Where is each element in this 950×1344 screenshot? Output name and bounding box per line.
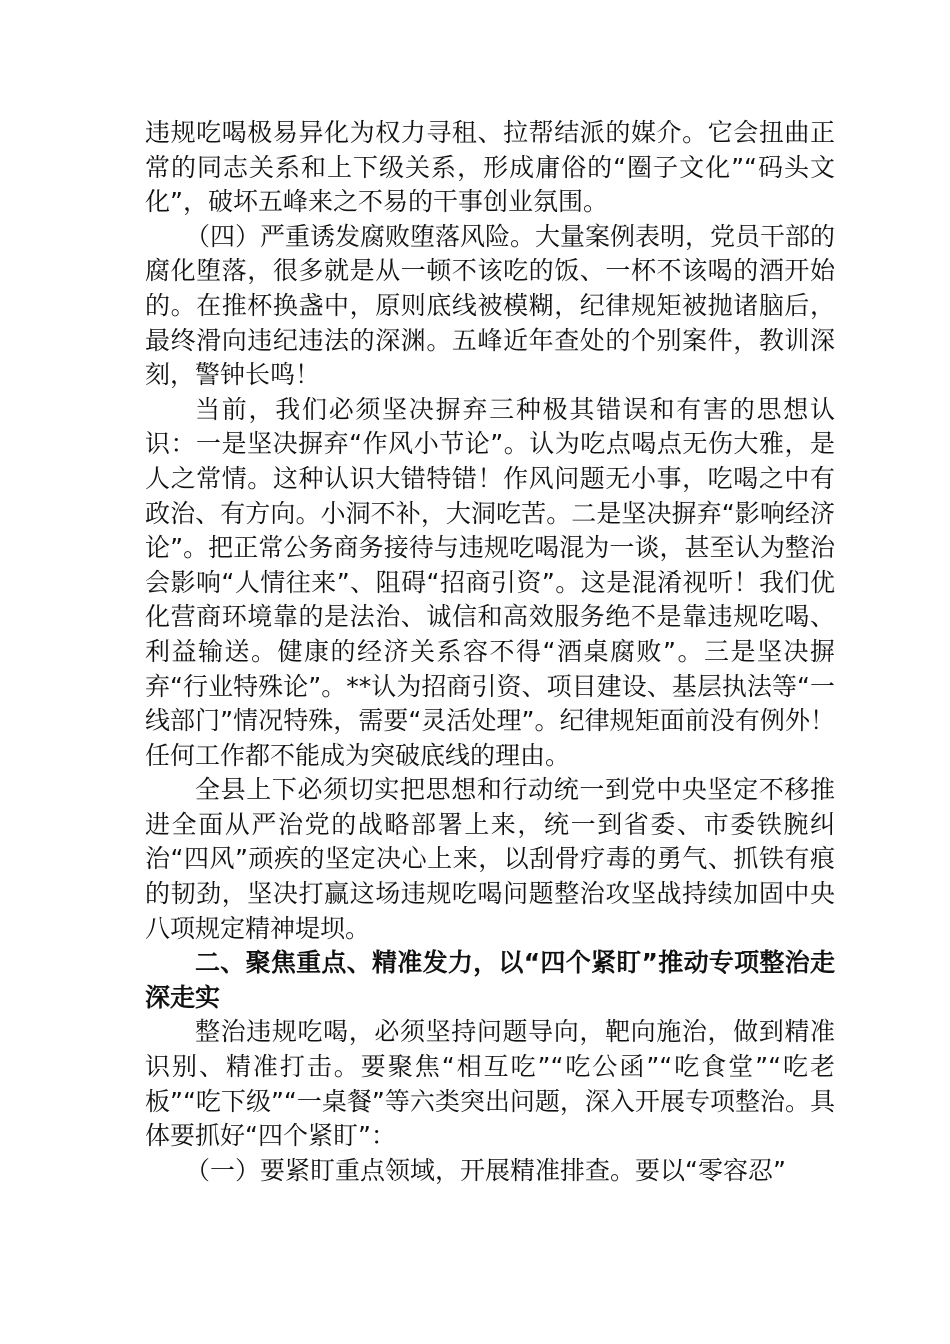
document-body (145, 116, 835, 1188)
paragraph-subsection-one: （一）要紧盯重点领域，开展精准排查。要以“零容忍” (185, 1155, 786, 1185)
paragraph-rectification: 整治违规吃喝，必须坚持问题导向，靶向施治，做到精准识别、精准打击。要聚焦“相互吃”“吃公函”“吃食堂”“吃老板”“吃下级”“一桌餐”等六类突出问题，深入开展专项整治。具体要抓好“四个紧盯”： (145, 1017, 835, 1151)
paragraph-unify-thinking: 全县上下必须切实把思想和行动统一到党中央坚定不移推进全面从严治党的战略部署上来，统一到省委、市委铁腕纠治“四风”顽疾的坚定决心上来，以刮骨疗毒的勇气、抓铁有痕的韧劲，坚决打赢这场违规吃喝问题整治攻坚战持续加固中央八项规定精神堤坝。 (145, 775, 835, 943)
section-heading-two: 二、聚焦重点、精准发力，以“四个紧盯”推动专项整治走深走实 (145, 948, 835, 1012)
paragraph-section-four: （四）严重诱发腐败堕落风险。大量案例表明，党员干部的腐化堕落，很多就是从一顿不该吃的饭、一杯不该喝的酒开始的。在推杯换盏中，原则底线被模糊，纪律规矩被抛诸脑后，最终滑向违纪违法的深渊。五峰近年查处的个别案件，教训深刻，警钟长鸣！ (145, 221, 836, 390)
paragraph-continuation: 违规吃喝极易异化为权力寻租、拉帮结派的媒介。它会扭曲正常的同志关系和上下级关系，形成庸俗的“圈子文化”“码头文化”，破坏五峰来之不易的干事创业氛围。 (145, 118, 835, 217)
paragraph-three-misconceptions: 当前，我们必须坚决摒弃三种极其错误和有害的思想认识：一是坚决摒弃“作风小节论”。认为吃点喝点无伤大雅，是人之常情。这种认识大错特错！作风问题无小事，吃喝之中有政治、有方向。小洞不补，大洞吃苦。二是坚决摒弃“影响经济论”。把正常公务商务接待与违规吃喝混为一谈，甚至认为整治会影响“人情往来”、阻碍“招商引资”。这是混淆视听！我们优化营商环境靠的是法治、诚信和高效服务绝不是靠违规吃喝、利益输送。健康的经济关系容不得“酒桌腐败”。三是坚决摒弃“行业特殊论”。**认为招商引资、项目建设、基层执法等“一线部门”情况特殊，需要“灵活处理”。纪律规矩面前没有例外！任何工作都不能成为突破底线的理由。 (145, 394, 835, 770)
